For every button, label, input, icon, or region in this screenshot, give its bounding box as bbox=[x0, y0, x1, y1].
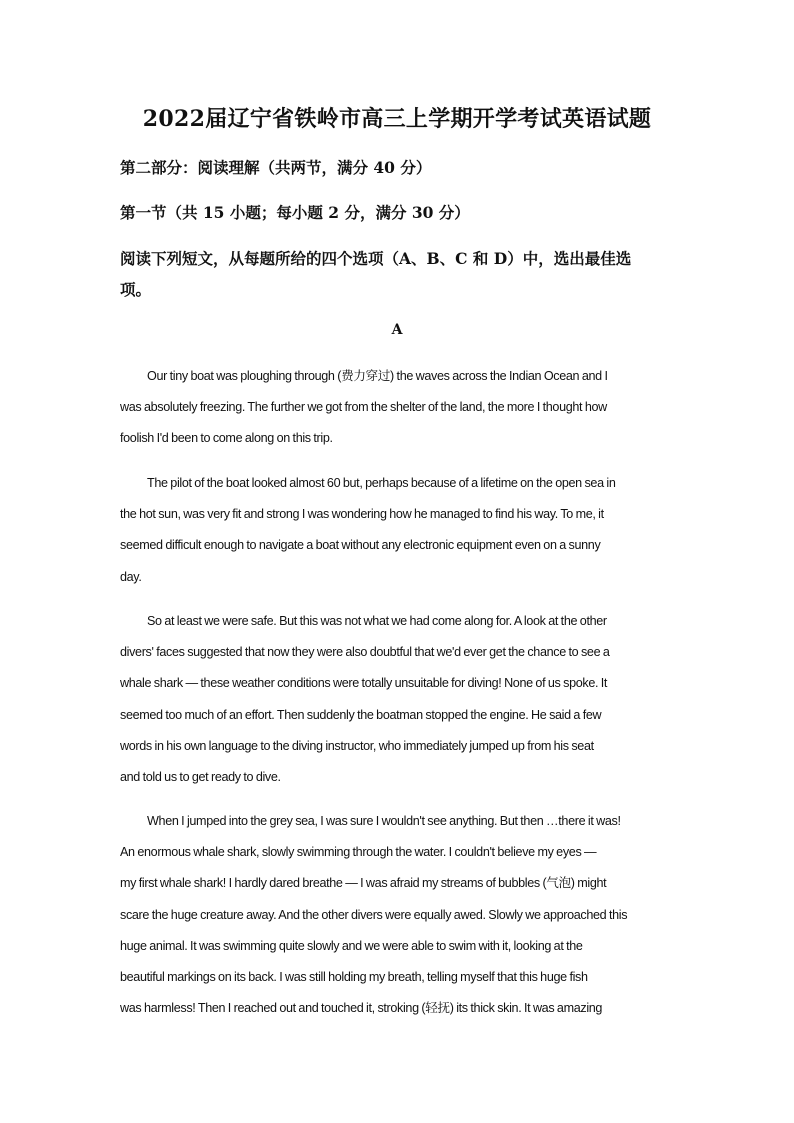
exam-title: 2022届辽宁省铁岭市高三上学期开学考试英语试题 bbox=[142, 106, 652, 132]
paragraph-line: the hot sun, was very fit and strong I was wondering how he managed to find his way. To me, it bbox=[120, 507, 604, 522]
paragraph-1 bbox=[120, 361, 668, 455]
instruction-text bbox=[120, 243, 680, 305]
paragraph-line: So at least we were safe. But this was not what we had come along for. A look at the other bbox=[147, 614, 607, 628]
paragraph-line: seemed difficult enough to navigate a boat without any electronic equipment even on a sunny bbox=[120, 538, 601, 553]
paragraph-3 bbox=[120, 606, 668, 793]
paragraph-line: day. bbox=[120, 569, 142, 584]
paragraph-line: was absolutely freezing. The further we got from the shelter of the land, the more I thought how bbox=[120, 400, 607, 415]
paragraph-line: foolish I'd been to come along on this trip. bbox=[120, 431, 333, 446]
paragraph-line: seemed too much of an effort. Then suddenly the boatman stopped the engine. He said a few bbox=[120, 707, 602, 722]
paragraph-line: An enormous whale shark, slowly swimming through the water. I couldn't believe my eyes — bbox=[120, 845, 597, 860]
paragraph-line: whale shark — these weather conditions were totally unsuitable for diving! None of us spoke. It bbox=[120, 676, 608, 691]
paragraph-2 bbox=[120, 468, 668, 593]
instruction-line: 项。 bbox=[120, 280, 152, 299]
paragraph-line: huge animal. It was swimming quite slowly and we were able to swim with it, looking at the bbox=[120, 938, 583, 953]
paragraph-line: and told us to get ready to dive. bbox=[120, 770, 281, 785]
paragraph-line: When I jumped into the grey sea, I was sure I wouldn't see anything. But then …there it was! bbox=[147, 814, 621, 828]
paragraph-line: scare the huge creature away. And the other divers were equally awed. Slowly we approached this bbox=[120, 907, 628, 922]
paragraph-line: was harmless! Then I reached out and touched it, stroking (轻抚) its thick skin. It was amazing bbox=[120, 1001, 603, 1016]
section-heading: 第一节（共 15 小题；每小题 2 分，满分 30 分） bbox=[120, 203, 470, 222]
instruction-line: 阅读下列短文，从每题所给的四个选项（A、B、C 和 D）中，选出最佳选 bbox=[120, 249, 632, 268]
paragraph-4 bbox=[120, 806, 668, 1024]
paragraph-line: Our tiny boat was ploughing through (费力穿过) the waves across the Indian Ocean and I bbox=[147, 369, 608, 383]
paragraph-line: my first whale shark! I hardly dared breathe — I was afraid my streams of bubbles (气泡) might bbox=[120, 876, 607, 891]
part-heading: 第二部分：阅读理解（共两节，满分 40 分） bbox=[120, 158, 432, 177]
passage-label: A bbox=[391, 322, 403, 338]
paragraph-line: divers' faces suggested that now they were also doubtful that we'd ever get the chance to see a bbox=[120, 645, 610, 660]
paragraph-line: The pilot of the boat looked almost 60 but, perhaps because of a lifetime on the open sea in bbox=[147, 476, 616, 490]
paragraph-line: words in his own language to the diving instructor, who immediately jumped up from his seat bbox=[120, 738, 594, 753]
paragraph-line: beautiful markings on its back. I was still holding my breath, telling myself that this huge fish bbox=[120, 970, 588, 985]
